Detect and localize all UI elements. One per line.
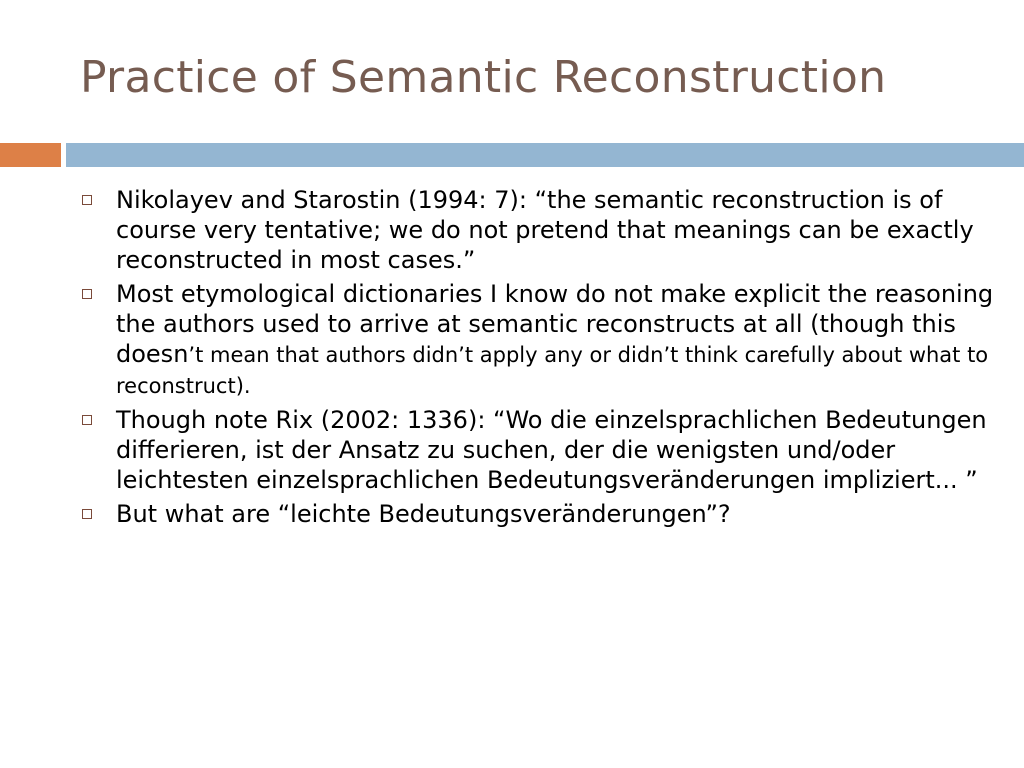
slide-title: Practice of Semantic Reconstruction	[80, 52, 887, 103]
bullet-text: Though note Rix (2002: 1336): “Wo die einzelsprachlichen Bedeutungen differieren, ist der Ansatz zu suchen, der die wenigsten und/oder leichtesten einzelsprachlichen Bedeutungsveränderungen impliziert... ”	[116, 406, 987, 494]
hollow-square-bullet-icon	[82, 509, 92, 519]
accent-bar-orange	[0, 143, 61, 167]
hollow-square-bullet-icon	[82, 289, 92, 299]
bullet-item	[80, 185, 1000, 275]
bullet-item	[80, 499, 1000, 529]
bullet-text: Most etymological dictionaries I know do not make explicit the reasoning the authors used to arrive at semantic reconstructs at all (though this doesn	[116, 280, 994, 368]
bullet-item	[80, 279, 1000, 401]
hollow-square-bullet-icon	[82, 415, 92, 425]
bullet-text: Nikolayev and Starostin (1994: 7): “the semantic reconstruction is of course very tentative; we do not pretend that meanings can be exactly reconstructed in most cases.”	[116, 186, 974, 274]
hollow-square-bullet-icon	[82, 195, 92, 205]
bullet-list	[80, 185, 1000, 533]
bullet-text-small: ’t mean that authors didn’t apply any or didn’t think carefully about what to reconstruct).	[116, 343, 989, 398]
accent-bar-blue	[66, 143, 1024, 167]
bullet-text: But what are “leichte Bedeutungsveränderungen”?	[116, 500, 731, 528]
bullet-item	[80, 405, 1000, 495]
